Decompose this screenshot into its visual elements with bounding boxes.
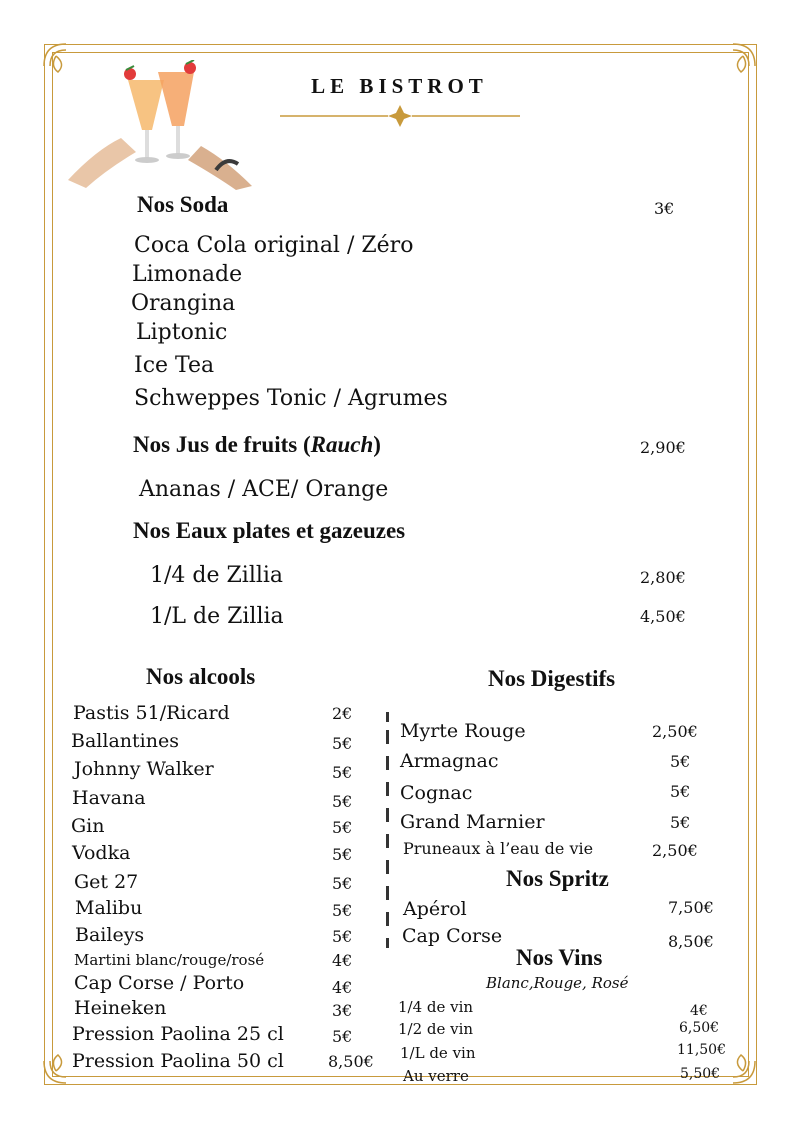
alcool-price: 5€ bbox=[332, 927, 353, 946]
vin-item: 1/L de vin bbox=[400, 1044, 476, 1062]
alcool-price: 5€ bbox=[332, 874, 353, 893]
digestif-item: Grand Marnier bbox=[400, 811, 545, 833]
alcool-price: 4€ bbox=[332, 951, 353, 970]
soda-item: Schweppes Tonic / Agrumes bbox=[134, 386, 448, 411]
spritz-price: 7,50€ bbox=[668, 898, 714, 917]
soda-price: 3€ bbox=[654, 199, 675, 218]
alcool-item: Cap Corse / Porto bbox=[74, 972, 245, 994]
digestifs-heading: Nos Digestifs bbox=[488, 666, 616, 691]
alcool-item: Vodka bbox=[72, 842, 131, 864]
soda-item: Orangina bbox=[131, 291, 236, 316]
alcool-item: Heineken bbox=[74, 997, 167, 1019]
digestif-price: 5€ bbox=[670, 752, 691, 771]
corner-ornament-icon bbox=[703, 1031, 763, 1091]
spritz-heading: Nos Spritz bbox=[506, 866, 609, 891]
vins-subtitle: Blanc,Rouge, Rosé bbox=[486, 974, 629, 992]
jus-price: 2,90€ bbox=[640, 438, 686, 457]
alcool-item: Pression Paolina 50 cl bbox=[72, 1050, 284, 1072]
alcool-item: Johnny Walker bbox=[74, 758, 214, 780]
eaux-price: 4,50€ bbox=[640, 607, 686, 626]
soda-item: Limonade bbox=[132, 262, 243, 287]
vin-price: 5,50€ bbox=[680, 1066, 721, 1082]
digestif-price: 5€ bbox=[670, 813, 691, 832]
alcool-item: Pastis 51/Ricard bbox=[73, 702, 230, 724]
soda-heading: Nos Soda bbox=[137, 192, 229, 217]
alcool-price: 5€ bbox=[332, 901, 353, 920]
vin-item: 1/4 de vin bbox=[398, 998, 474, 1016]
alcool-price: 4€ bbox=[332, 978, 353, 997]
eaux-item: 1/L de Zillia bbox=[150, 604, 284, 629]
vins-heading: Nos Vins bbox=[516, 945, 603, 970]
alcool-price: 5€ bbox=[332, 818, 353, 837]
jus-brand: Rauch bbox=[310, 432, 374, 457]
digestif-price: 2,50€ bbox=[652, 841, 698, 860]
alcool-price: 8,50€ bbox=[328, 1052, 374, 1071]
spritz-item: Cap Corse bbox=[402, 925, 503, 947]
vin-price: 4€ bbox=[690, 1003, 708, 1019]
alcool-price: 2€ bbox=[332, 704, 353, 723]
soda-item: Ice Tea bbox=[134, 353, 215, 378]
digestif-item: Pruneaux à l’eau de vie bbox=[403, 839, 594, 858]
alcool-price: 5€ bbox=[332, 1027, 353, 1046]
title-divider-ornament bbox=[280, 104, 520, 128]
alcool-item: Get 27 bbox=[74, 871, 139, 893]
spritz-price: 8,50€ bbox=[668, 932, 714, 951]
alcool-item: Gin bbox=[71, 815, 105, 837]
alcool-item: Martini blanc/rouge/rosé bbox=[74, 951, 265, 969]
digestif-item: Cognac bbox=[400, 782, 473, 804]
digestif-item: Armagnac bbox=[400, 750, 499, 772]
page-title: LE BISTROT bbox=[311, 74, 488, 98]
eaux-item: 1/4 de Zillia bbox=[150, 563, 284, 588]
alcool-item: Baileys bbox=[75, 924, 145, 946]
alcool-item: Havana bbox=[72, 787, 146, 809]
jus-item: Ananas / ACE/ Orange bbox=[139, 477, 389, 502]
alcool-item: Ballantines bbox=[71, 730, 179, 752]
soda-item: Coca Cola original / Zéro bbox=[134, 233, 414, 258]
alcool-price: 5€ bbox=[332, 792, 353, 811]
alcool-item: Malibu bbox=[75, 897, 143, 919]
soda-item: Liptonic bbox=[136, 320, 228, 345]
spritz-item: Apérol bbox=[403, 898, 467, 920]
digestif-price: 2,50€ bbox=[652, 722, 698, 741]
digestif-item: Myrte Rouge bbox=[400, 720, 526, 742]
alcool-price: 5€ bbox=[332, 845, 353, 864]
eaux-price: 2,80€ bbox=[640, 568, 686, 587]
vin-item: Au verre bbox=[403, 1067, 469, 1085]
vin-price: 6,50€ bbox=[679, 1020, 720, 1036]
alcool-price: 3€ bbox=[332, 1001, 353, 1020]
jus-heading: Nos Jus de fruits (Rauch) bbox=[133, 432, 381, 457]
alcool-item: Pression Paolina 25 cl bbox=[72, 1023, 284, 1045]
alcool-price: 5€ bbox=[332, 734, 353, 753]
eaux-heading: Nos Eaux plates et gazeuzes bbox=[133, 518, 406, 543]
vin-price: 11,50€ bbox=[677, 1042, 726, 1058]
digestif-price: 5€ bbox=[670, 782, 691, 801]
alcool-price: 5€ bbox=[332, 763, 353, 782]
alcools-heading: Nos alcools bbox=[146, 664, 256, 689]
vin-item: 1/2 de vin bbox=[398, 1020, 474, 1038]
